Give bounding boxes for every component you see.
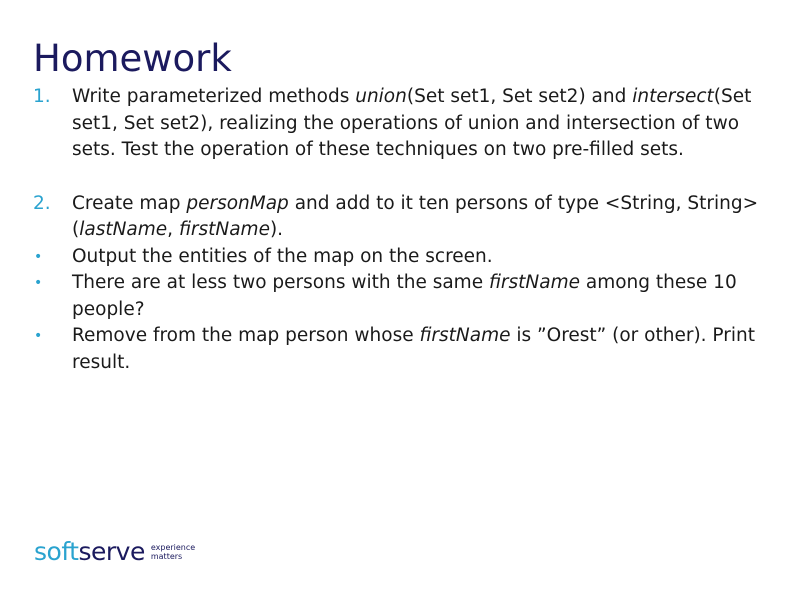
logo-wordmark: softserve [34, 537, 145, 566]
bullet-item-3 [33, 323, 778, 376]
item-text: Create map personMap and add to it ten persons of type <String, String> (lastName, firstName). [72, 192, 759, 240]
spacer [33, 164, 778, 191]
list-item-2 [33, 191, 778, 244]
item-text: Remove from the map person whose firstName is ”Orest” (or other). Print result. [72, 325, 755, 373]
bullet-icon: • [34, 275, 43, 291]
slide-title: Homework [33, 37, 232, 80]
item-text: Write parameterized methods union(Set set1, Set set2) and intersect(Set set1, Set set2), realizing the operations of union and intersection of two sets. Test the operation of these techniques on two pre-filled sets. [72, 86, 752, 160]
item-text: Output the entities of the map on the screen. [72, 245, 493, 267]
homework-list [33, 84, 778, 376]
item-text: There are at less two persons with the same firstName among these 10 people? [72, 272, 737, 320]
bullet-icon: • [34, 248, 43, 265]
bullet-item-1 [33, 244, 778, 271]
item-number: 1. [33, 86, 51, 107]
list-item-1 [33, 84, 778, 164]
item-number: 2. [33, 192, 51, 214]
logo-tagline: experience matters [150, 542, 196, 561]
bullet-icon: • [34, 328, 43, 344]
softserve-logo [34, 537, 195, 567]
bullet-item-2 [33, 270, 778, 323]
